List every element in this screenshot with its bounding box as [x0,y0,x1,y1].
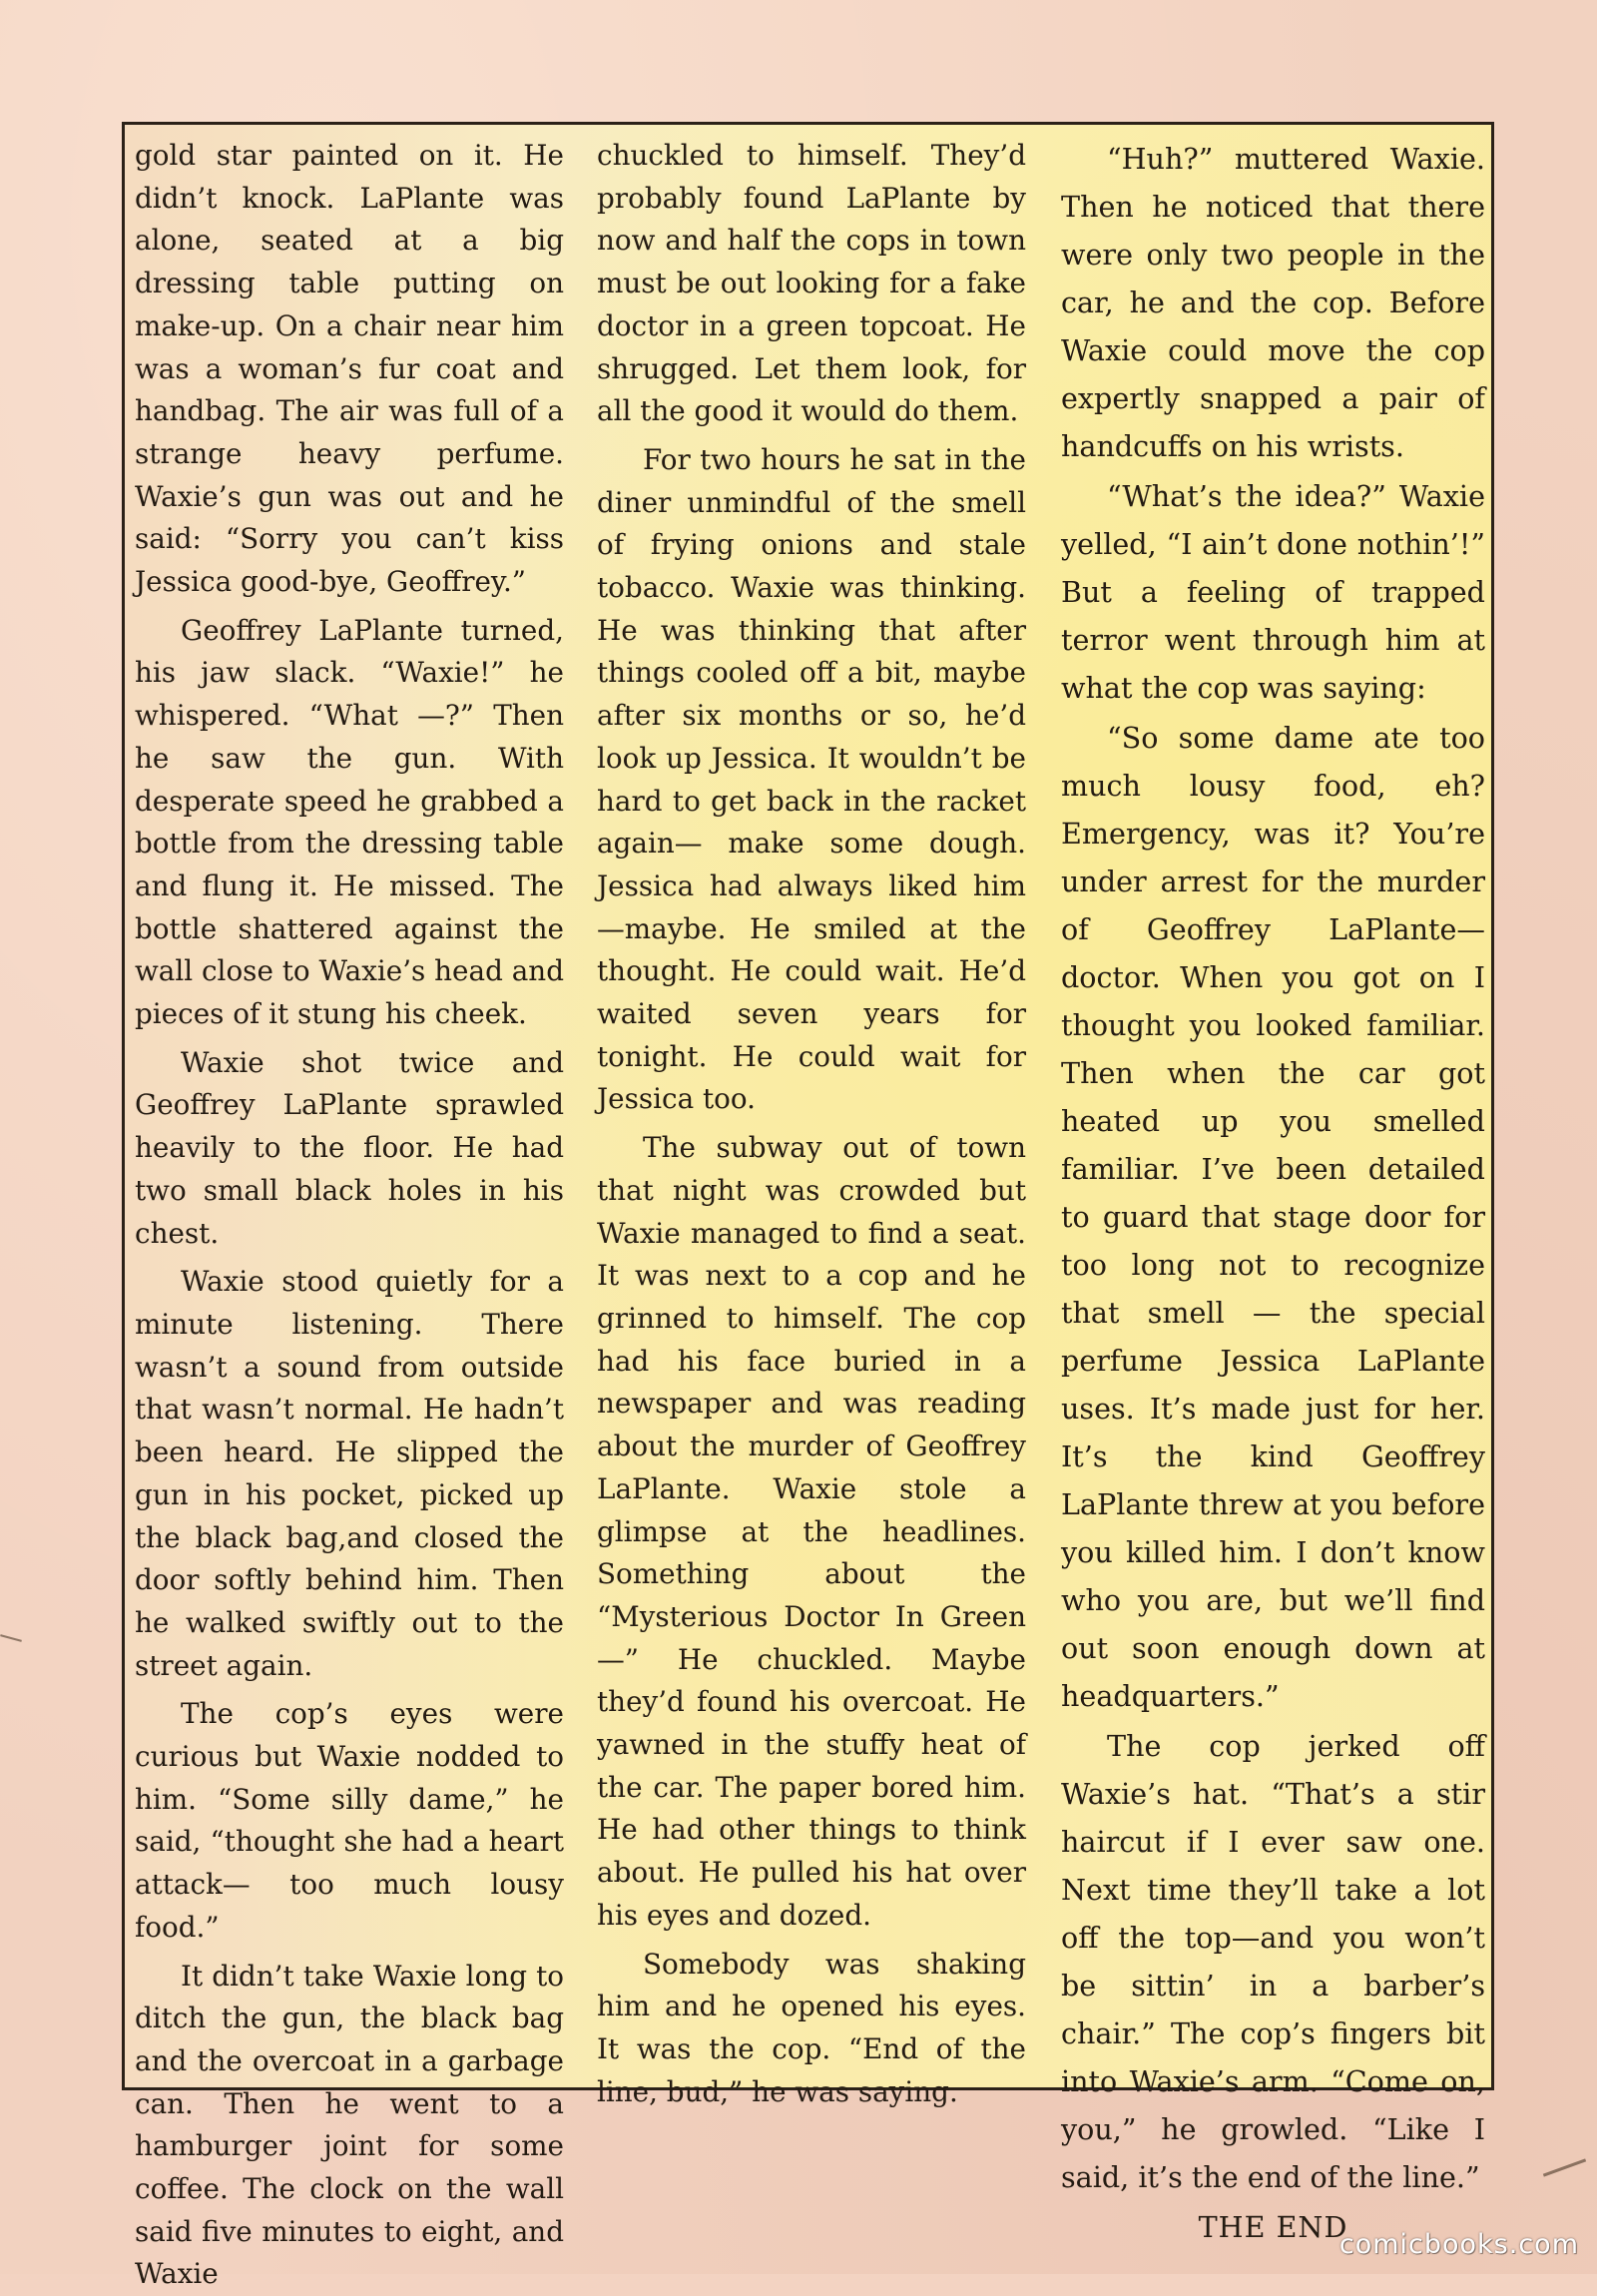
paragraph: “Huh?” muttered Waxie. Then he noticed that there were only two people in the car, he and the cop. Before Waxie could move the cop expertly snapped a pair of handcuffs on his wrists. [1061,142,1485,463]
paragraph: For two hours he sat in the diner unmindful of the smell of frying onions and stale tobacco. Waxie was thinking. He was thinking that after things cooled off a bit, maybe after six months or so, he’d look up Jessica. It wouldn’t be hard to get back in the racket again— make some dough. Jessica had always liked him—maybe. He smiled at the thought. He could wait. He’d waited seven years for tonight. He could wait for Jessica too. [597,442,1026,1116]
paragraph: gold star painted on it. He didn’t knock. LaPlante was alone, seated at a big dressing table putting on make-up. On a chair near him was a woman’s fur coat and handbag. The air was full of a strange heavy perfume. Waxie’s gun was out and he said: “Sorry you can’t kiss Jessica good-bye, Geoffrey.” [135,139,564,599]
paragraph: Geoffrey LaPlante turned, his jaw slack. “Waxie!” he whispered. “What —?” Then he saw the gun. With desperate speed he grabbed a bottle from the dressing table and flung it. He missed. The bottle shattered against the wall close to Waxie’s head and pieces of it stung his cheek. [135,613,564,1031]
paragraph: Waxie stood quietly for a minute listening. There wasn’t a sound from outside that wasn’t normal. He hadn’t been heard. He slipped the gun in his pocket, picked up the black bag,and closed the door softly behind him. Then he walked swiftly out to the street again. [135,1265,564,1682]
paragraph: The subway out of town that night was crowded but Waxie managed to find a seat. It was next to a cop and he grinned to himself. The cop had his face buried in a newspaper and was reading about the murder of Geoffrey LaPlante. Waxie stole a glimpse at the headlines. Something about the “Mysterious Doctor In Green—” He chuckled. Maybe they’d found his overcoat. He yawned in the stuffy heat of the car. The paper bored him. He had other things to think about. He pulled his hat over his eyes and dozed. [597,1131,1026,1932]
text-column-3 [1061,135,1485,2244]
story-ending: THE END [1198,2210,1348,2244]
paragraph: “So some dame ate too much lousy food, eh? Emergency, was it? You’re under arrest for the murder of Geoffrey LaPlante—doctor. When you got on I thought you looked familiar. Then when the car got heated up you smelled familiar. I’ve been detailed to guard that stage door for too long not to recognize that smell — the special perfume Jessica LaPlante uses. It’s made just for her. It’s the kind Geoffrey LaPlante threw at you before you killed him. I don’t know who you are, but we’ll find out soon enough down at headquarters.” [1061,721,1485,1713]
text-column-1 [135,135,564,2291]
paragraph: The cop’s eyes were curious but Waxie nodded to him. “Some silly dame,” he said, “thought she had a heart attack— too much lousy food.” [135,1697,564,1944]
paragraph: “What’s the idea?” Waxie yelled, “I ain’t done nothin’!” But a feeling of trapped terror went through him at what the cop was saying: [1061,479,1485,705]
text-column-2 [597,135,1026,2108]
paragraph: It didn’t take Waxie long to ditch the gun, the black bag and the overcoat in a garbage can. Then he went to a hamburger joint for some coffee. The clock on the wall said five minutes to eight, and Waxie [135,1959,564,2291]
watermark-text: comicbooks.com [1338,2229,1579,2260]
paragraph: chuckled to himself. They’d probably found LaPlante by now and half the cops in town must be out looking for a fake doctor in a green topcoat. He shrugged. Let them look, for all the good it would do them. [597,139,1026,428]
paragraph: Somebody was shaking him and he opened his eyes. It was the cop. “End of the line, bud,” he was saying. [597,1947,1026,2108]
paragraph: The cop jerked off Waxie’s hat. “That’s a stir haircut if I ever saw one. Next time they’ll take a lot off the top—and you won’t be sittin’ in a barber’s chair.” The cop’s fingers bit into Waxie’s arm. “Come on, you,” he growled. “Like I said, it’s the end of the line.” [1061,1729,1485,2194]
paragraph: Waxie shot twice and Geoffrey LaPlante sprawled heavily to the floor. He had two small black holes in his chest. [135,1045,564,1250]
